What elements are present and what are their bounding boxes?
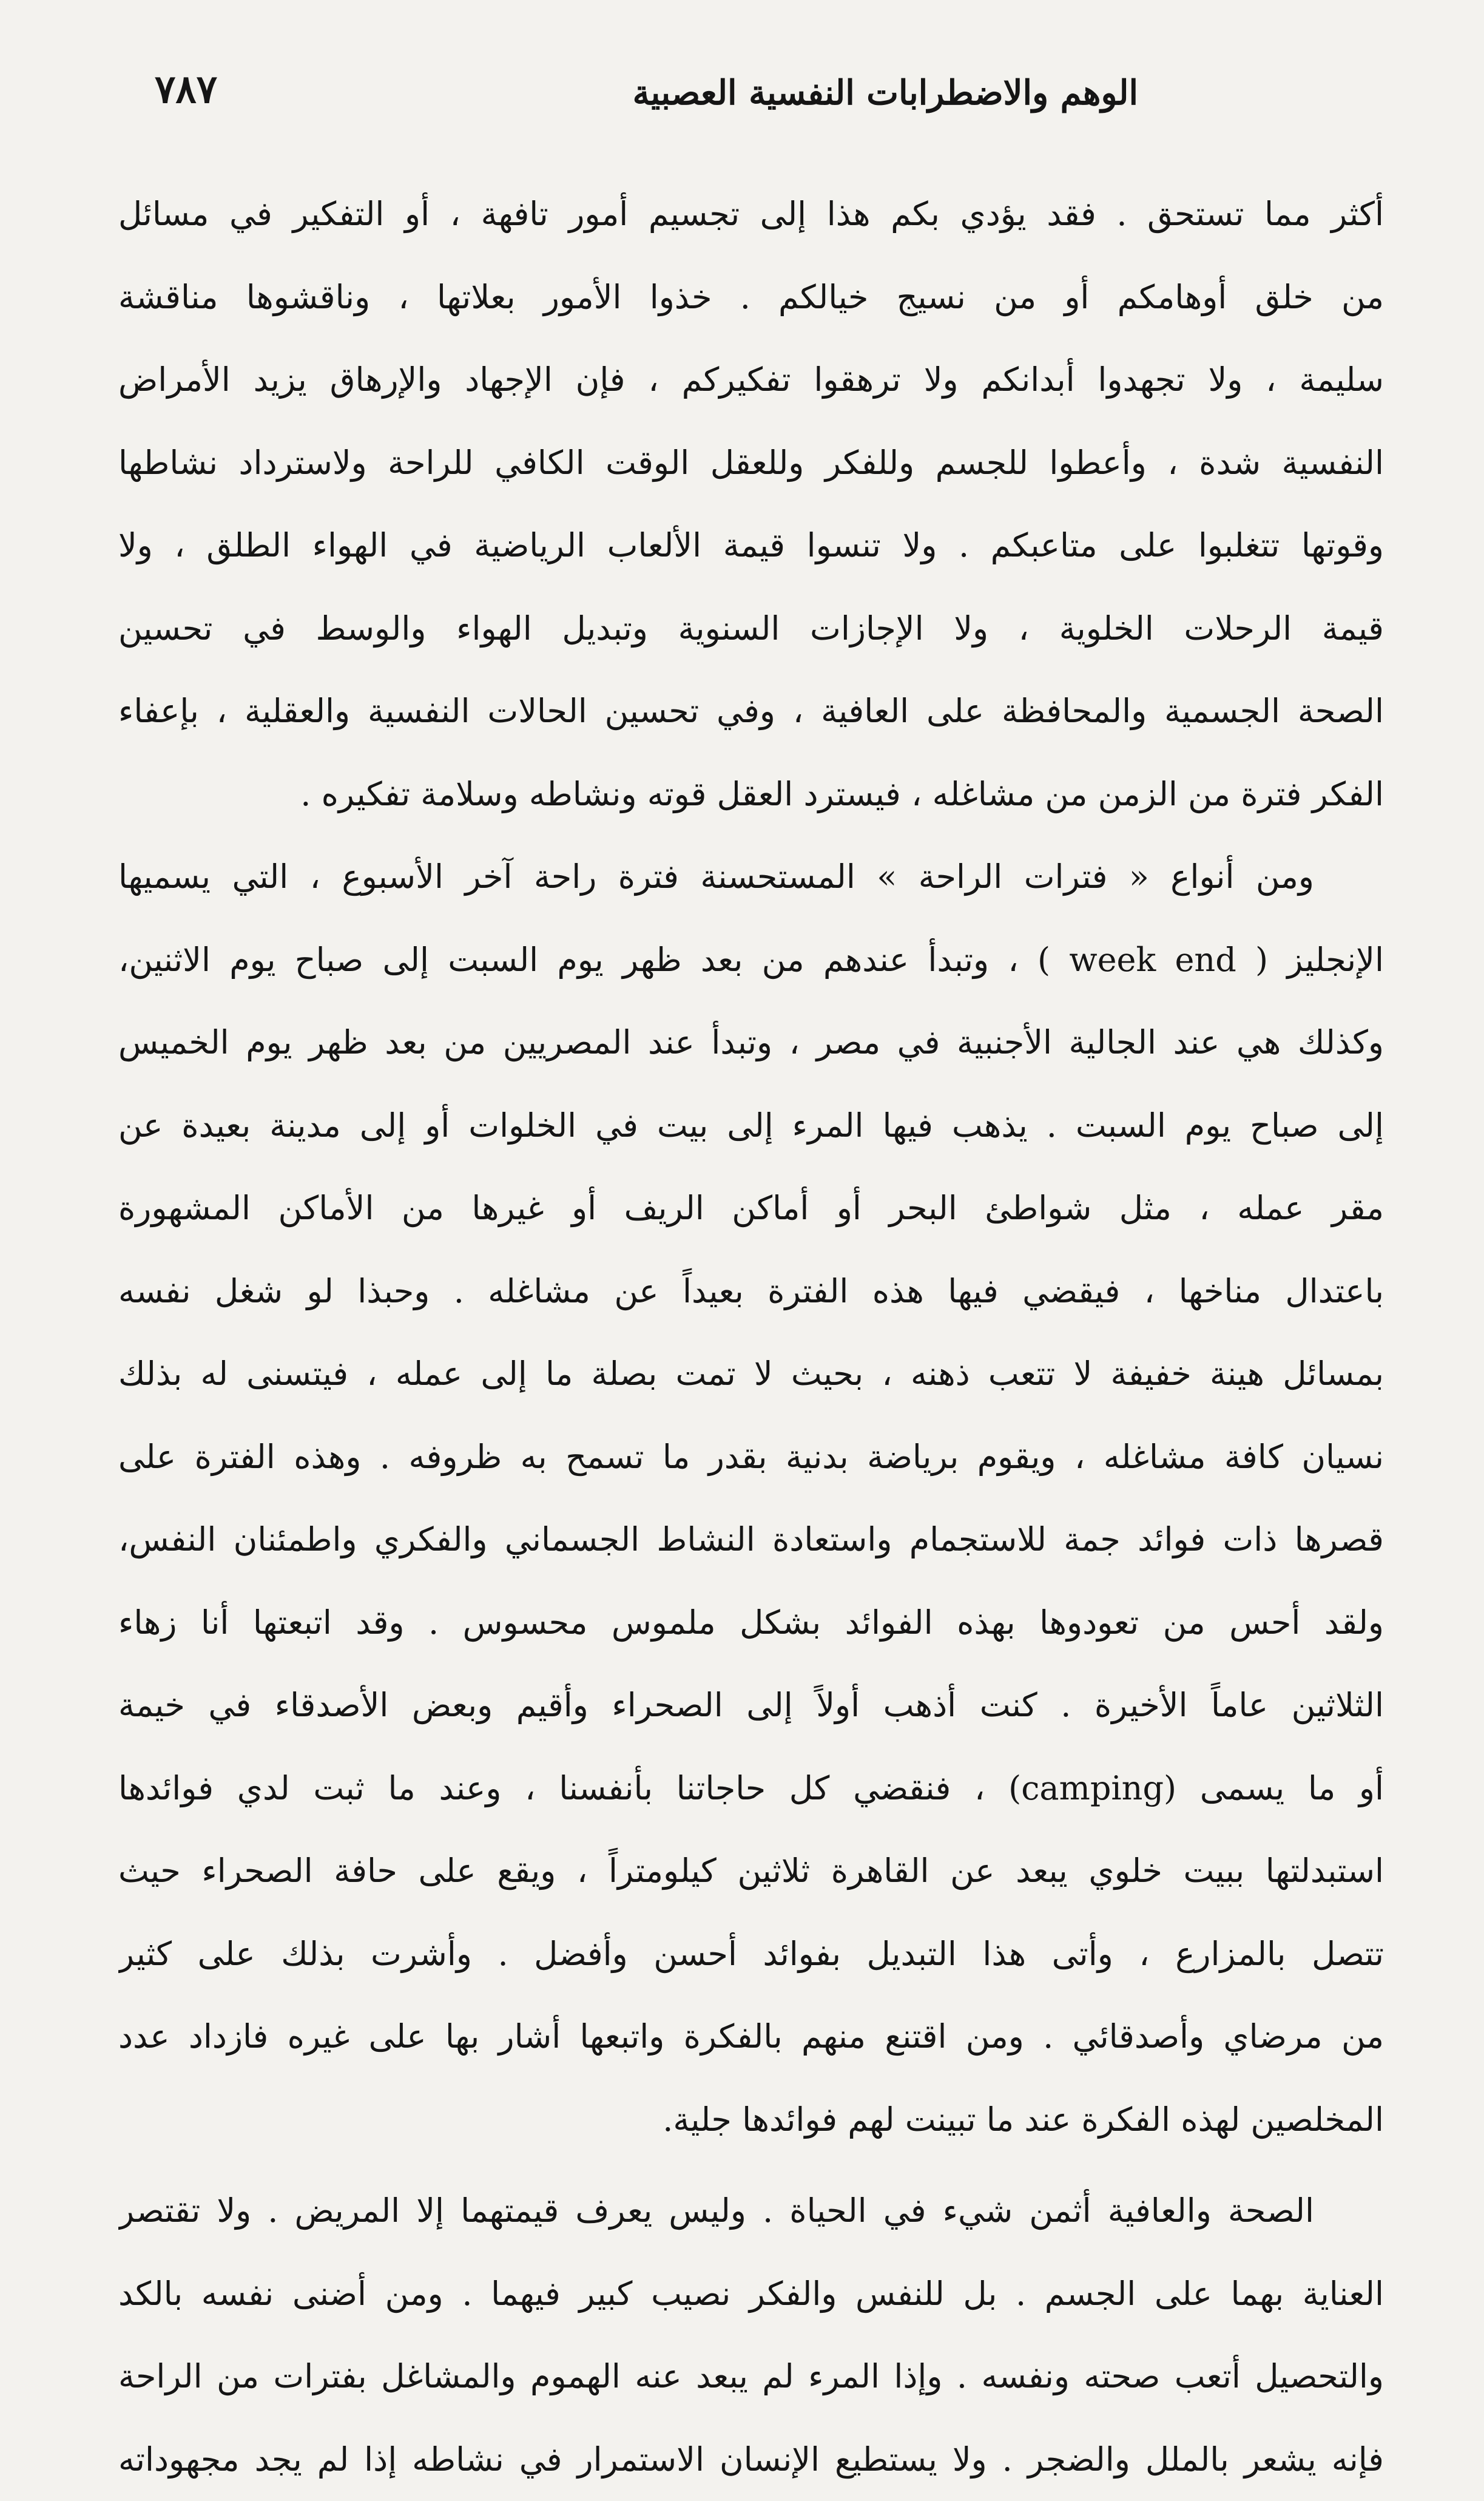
text-line: قصرها ذات فوائد جمة للاستجمام واستعادة النشاط الجسماني والفكري واطمئنان النفس، (118, 1498, 1384, 1582)
text-line: الثلاثين عاماً الأخيرة . كنت أذهب أولاً إلى الصحراء وأقيم وبعض الأصدقاء في خيمة (118, 1664, 1384, 1747)
text-line: من خلق أوهامكم أو من نسيج خيالكم . خذوا الأمور بعلاتها ، وناقشوها مناقشة (118, 256, 1384, 339)
paragraph-gap (118, 2161, 1384, 2170)
text-line: مقر عمله ، مثل شواطئ البحر أو أماكن الريف أو غيرها من الأماكن المشهورة (118, 1167, 1384, 1250)
text-line: تتصل بالمزارع ، وأتى هذا التبديل بفوائد أحسن وأفضل . وأشرت بذلك على كثير (118, 1913, 1384, 1996)
text-line: الصحة الجسمية والمحافظة على العافية ، وفي تحسين الحالات النفسية والعقلية ، بإعفاء (118, 670, 1384, 753)
text-line: والتحصيل أتعب صحته ونفسه . وإذا المرء لم يبعد عنه الهموم والمشاغل بفترات من الراحة (118, 2335, 1384, 2418)
text-line: باعتدال مناخها ، فيقضي فيها هذه الفترة بعيداً عن مشاغله . وحبذا لو شغل نفسه (118, 1250, 1384, 1333)
text-line: بمسائل هينة خفيفة لا تتعب ذهنه ، بحيث لا تمت بصلة ما إلى عمله ، فيتسنى له بذلك (118, 1333, 1384, 1416)
text-line: فإنه يشعر بالملل والضجر . ولا يستطيع الإنسان الاستمرار في نشاطه إذا لم يجد مجهوداته (118, 2418, 1384, 2501)
text-line: المخلصين لهذه الفكرة عند ما تبينت لهم فوائدها جلية. (118, 2079, 1384, 2162)
text-line: ومن أنواع « فترات الراحة » المستحسنة فترة راحة آخر الأسبوع ، التي يسميها (118, 836, 1384, 919)
text-line: استبدلتها ببيت خلوي يبعد عن القاهرة ثلاثين كيلومتراً ، ويقع على حافة الصحراء حيث (118, 1830, 1384, 1913)
text-line: النفسية شدة ، وأعطوا للجسم وللفكر وللعقل الوقت الكافي للراحة ولاسترداد نشاطها (118, 422, 1384, 505)
text-line: أكثر مما تستحق . فقد يؤدي بكم هذا إلى تجسيم أمور تافهة ، أو التفكير في مسائل (118, 173, 1384, 256)
paragraph-3 (118, 2170, 1384, 2501)
text-line: وكذلك هي عند الجالية الأجنبية في مصر ، وتبدأ عند المصريين من بعد ظهر يوم الخميس (118, 1001, 1384, 1085)
text-line: ولقد أحس من تعودوها بهذه الفوائد بشكل ملموس محسوس . وقد اتبعتها أنا زهاء (118, 1582, 1384, 1665)
text-line: الإنجليز ( week end ) ، وتبدأ عندهم من بعد ظهر يوم السبت إلى صباح يوم الاثنين، (118, 919, 1384, 1002)
paragraph-1 (118, 173, 1384, 836)
text-line: الصحة والعافية أثمن شيء في الحياة . وليس يعرف قيمتهما إلا المريض . ولا تقتصر (118, 2170, 1384, 2253)
text-line: العناية بهما على الجسم . بل للنفس والفكر نصيب كبير فيهما . ومن أضنى نفسه بالكد (118, 2253, 1384, 2336)
text-line: سليمة ، ولا تجهدوا أبدانكم ولا ترهقوا تفكيركم ، فإن الإجهاد والإرهاق يزيد الأمراض (118, 339, 1384, 422)
text-line: قيمة الرحلات الخلوية ، ولا الإجازات السنوية وتبديل الهواء والوسط في تحسين (118, 587, 1384, 671)
text-line: إلى صباح يوم السبت . يذهب فيها المرء إلى بيت في الخلوات أو إلى مدينة بعيدة عن (118, 1085, 1384, 1168)
text-line: وقوتها تتغلبوا على متاعبكم . ولا تنسوا قيمة الألعاب الرياضية في الهواء الطلق ، ولا (118, 504, 1384, 587)
text-line: أو ما يسمى (camping) ، فنقضي كل حاجاتنا بأنفسنا ، وعند ما ثبت لدي فوائدها (118, 1747, 1384, 1830)
text-line: نسيان كافة مشاغله ، ويقوم برياضة بدنية بقدر ما تسمح به ظروفه . وهذه الفترة على (118, 1416, 1384, 1499)
page-number: ٧٨٧ (155, 67, 217, 112)
text-line: من مرضاي وأصدقائي . ومن اقتنع منهم بالفكرة واتبعها أشار بها على غيره فازداد عدد (118, 1995, 1384, 2079)
paragraph-2 (118, 836, 1384, 2161)
running-title: الوهم والاضطرابات النفسية العصبية (633, 73, 1138, 113)
page-header (91, 67, 1393, 140)
text-line: الفكر فترة من الزمن من مشاغله ، فيسترد العقل قوته ونشاطه وسلامة تفكيره . (118, 753, 1384, 836)
body-text (118, 173, 1384, 2501)
